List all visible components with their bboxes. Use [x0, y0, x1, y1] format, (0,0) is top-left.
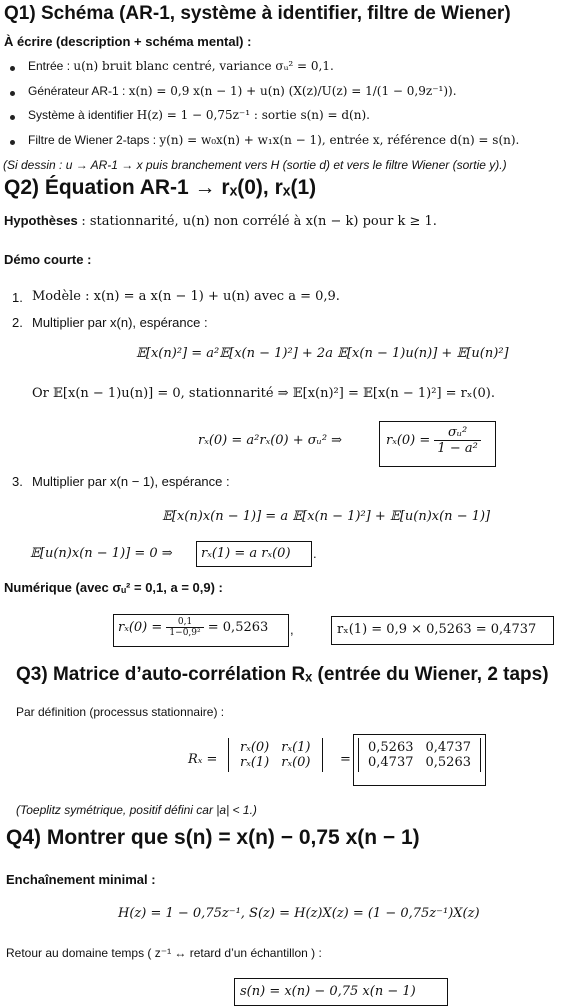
- q1-write-heading: À écrire (description + schéma mental) :: [4, 34, 252, 49]
- num-r0-fraction-num: 0,1: [166, 617, 203, 628]
- q2-eq3b-end: .: [313, 546, 317, 561]
- r0-fraction-num: σᵤ²: [434, 425, 480, 441]
- q2-title: Q2) Équation AR-1 → rₓ(0), rₓ(1): [4, 176, 317, 199]
- num-r0-lhs: rₓ(0) =: [118, 620, 163, 635]
- matrix-cell: rₓ(1): [240, 755, 270, 770]
- q2-eq3b: 𝔼[u(n)x(n − 1)] = 0 ⇒: [30, 546, 173, 561]
- q1-bullet-2-label: Générateur AR-1 :: [28, 84, 126, 98]
- r0-result: [386, 425, 481, 456]
- q2-step1-num: 1.: [12, 290, 23, 305]
- q4-chain-heading: Enchaînement minimal :: [6, 872, 156, 887]
- q4-eq1: H(z) = 1 − 0,75z⁻¹, S(z) = H(z)X(z) = (1 − 0,75z⁻¹)X(z): [118, 906, 480, 921]
- num-comma: ,: [290, 622, 294, 637]
- q1-bullet-3: [28, 108, 370, 122]
- q1-bullet-1-text: u(n) bruit blanc centré, variance σᵤ² = 0,1.: [73, 59, 334, 73]
- bullet-dot: [10, 66, 15, 71]
- q3-eq: =: [340, 752, 351, 767]
- num-r0: [118, 617, 268, 638]
- q2-hypotheses: [4, 213, 437, 229]
- q2-eq2: 𝔼[x(n)²] = a²𝔼[x(n − 1)²] + 2a 𝔼[x(n − 1)u(n)] + 𝔼[u(n)²]: [136, 346, 509, 361]
- num-r0-rhs: = 0,5263: [207, 620, 269, 635]
- q2-eq2b: Or 𝔼[x(n − 1)u(n)] = 0, stationnarité ⇒ 𝔼[x(n)²] = 𝔼[x(n − 1)²] = rₓ(0).: [32, 386, 495, 401]
- final-result: s(n) = x(n) − 0,75 x(n − 1): [240, 984, 416, 999]
- r0-result-lhs: rₓ(0) =: [386, 433, 431, 448]
- q2-step1: Modèle : x(n) = a x(n − 1) + u(n) avec a = 0,9.: [32, 289, 340, 304]
- q1-bullet-4-text: y(n) = w₀x(n) + w₁x(n − 1), entrée x, référence d(n) = s(n).: [159, 133, 520, 147]
- q2-hyp-text: : stationnarité, u(n) non corrélé à x(n − k) pour k ≥ 1.: [81, 214, 437, 229]
- r1-result: rₓ(1) = a rₓ(0): [201, 546, 291, 561]
- num-r1: rₓ(1) = 0,9 × 0,5263 = 0,4737: [337, 622, 537, 637]
- bullet-dot: [10, 140, 15, 145]
- q4-title: Q4) Montrer que s(n) = x(n) − 0,75 x(n − 1): [6, 826, 420, 849]
- q1-bullet-2: [28, 84, 457, 98]
- matrix-cell: rₓ(0): [240, 740, 270, 755]
- q2-step2-num: 2.: [12, 315, 23, 330]
- q1-bullet-3-text: H(z) = 1 − 0,75z⁻¹ : sortie s(n) = d(n).: [136, 108, 370, 122]
- q2-step3-num: 3.: [12, 474, 23, 489]
- q3-title: Q3) Matrice d’auto-corrélation Rₓ (entrée du Wiener, 2 taps): [16, 664, 549, 685]
- q2-eq3: 𝔼[x(n)x(n − 1)] = a 𝔼[x(n − 1)²] + 𝔼[u(n)x(n − 1)]: [162, 509, 491, 524]
- q3-lhs: Rₓ =: [188, 752, 218, 767]
- rx-numeric-matrix: [358, 738, 481, 772]
- q2-hyp-label: Hypothèses: [4, 213, 78, 228]
- matrix-cell: rₓ(1): [281, 740, 311, 755]
- q1-bullet-2-text: x(n) = 0,9 x(n − 1) + u(n) (X(z)/U(z) = 1/(1 − 0,9z⁻¹)).: [128, 84, 457, 98]
- q2-num-heading: Numérique (avec σᵤ² = 0,1, a = 0,9) :: [4, 580, 223, 595]
- bullet-dot: [10, 115, 15, 120]
- r0-fraction-den: 1 − a²: [437, 441, 478, 456]
- q1-bullet-4-label: Filtre de Wiener 2-taps :: [28, 133, 157, 147]
- matrix-cell: rₓ(0): [281, 755, 311, 770]
- num-r0-fraction: [166, 617, 203, 638]
- q1-bullet-4: [28, 133, 519, 147]
- rx-symbolic-matrix: [228, 738, 323, 772]
- q4-time-text: Retour au domaine temps ( z⁻¹ ↔ retard d’un échantillon ) :: [6, 946, 322, 960]
- bullet-dot: [10, 91, 15, 96]
- q2-demo-heading: Démo courte :: [4, 252, 92, 267]
- matrix-cell: 0,4737: [425, 740, 471, 755]
- q2-eq2c: rₓ(0) = a²rₓ(0) + σᵤ² ⇒: [198, 433, 343, 448]
- r0-fraction: [434, 425, 480, 456]
- q1-bullet-1-label: Entrée :: [28, 59, 71, 73]
- matrix-cell: 0,5263: [425, 755, 471, 770]
- q1-note: (Si dessin : u → AR-1 → x puis branchement vers H (sortie d) et vers le filtre Wiener (sortie y).): [3, 158, 507, 172]
- q1-bullet-3-label: Système à identifier: [28, 108, 134, 122]
- q3-intro: Par définition (processus stationnaire) :: [16, 705, 225, 719]
- q1-bullet-1: [28, 59, 334, 73]
- q2-step2: Multiplier par x(n), espérance :: [32, 315, 208, 330]
- q2-step3: Multiplier par x(n − 1), espérance :: [32, 474, 230, 489]
- matrix-cell: 0,5263: [368, 740, 414, 755]
- num-r0-fraction-den: 1−0,9²: [169, 628, 201, 638]
- q1-title: Q1) Schéma (AR-1, système à identifier, filtre de Wiener): [4, 3, 511, 24]
- matrix-cell: 0,4737: [368, 755, 414, 770]
- q3-note: (Toeplitz symétrique, positif défini car |a| < 1.): [16, 803, 257, 817]
